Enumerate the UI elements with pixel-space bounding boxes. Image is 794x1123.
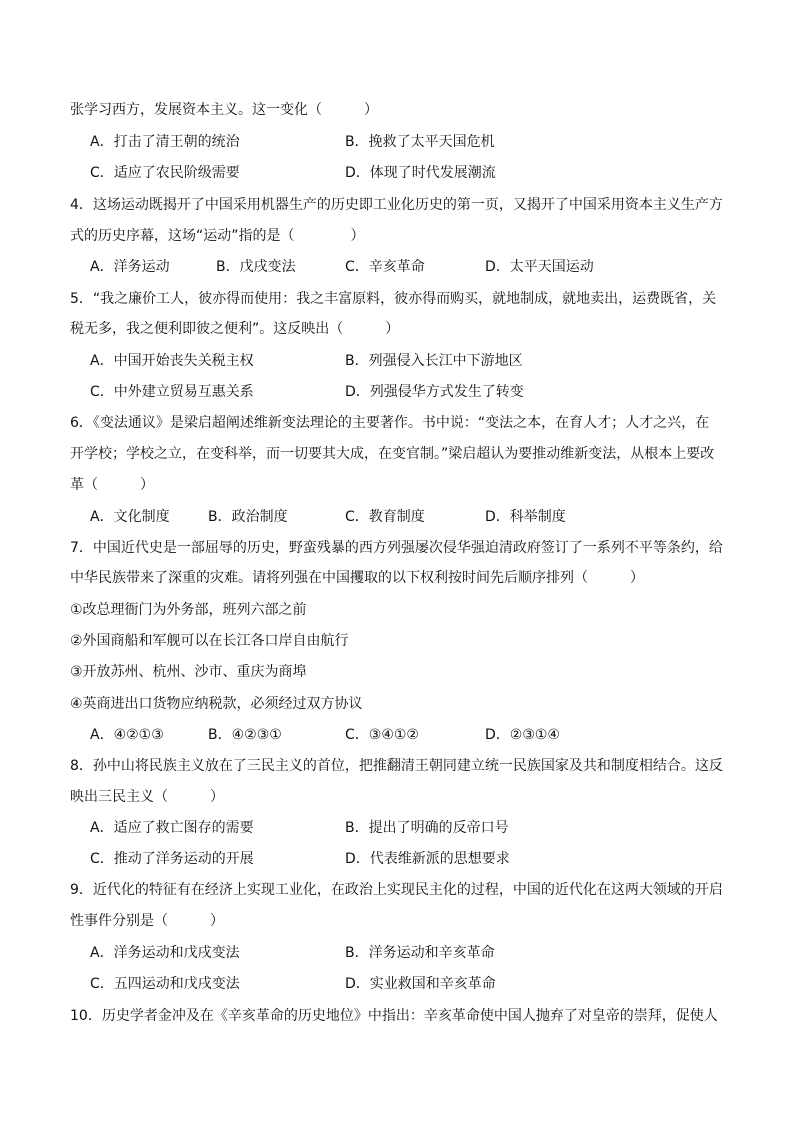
q4-option-c: C．辛亥革命: [345, 259, 425, 275]
q7-item-3: ③开放苏州、杭州、沙市、重庆为商埠: [70, 664, 307, 680]
q3-option-a: A．打击了清王朝的统治: [90, 134, 240, 150]
question-5-stem-line-1: 5．“我之廉价工人，彼亦得而使用：我之丰富原料，彼亦得而购买，就地制成，就地卖出，运费既省，关: [70, 291, 717, 307]
q8-option-c: C．推动了洋务运动的开展: [90, 851, 254, 867]
q5-option-a: A．中国开始丧失关税主权: [90, 353, 254, 369]
q7-option-b: B．④②③①: [208, 727, 282, 743]
q3-option-c: C．适应了农民阶级需要: [90, 165, 240, 181]
q4-option-b: B．戊戌变法: [216, 259, 296, 275]
q4-option-d: D．太平天国运动: [485, 259, 594, 275]
question-6-stem-line-3: 革（ ）: [70, 477, 154, 493]
question-3-stem: 张学习西方，发展资本主义。这一变化（ ）: [70, 102, 378, 118]
q7-item-2: ②外国商船和军舰可以在长江各口岸自由航行: [70, 633, 349, 649]
q5-option-d: D．列强侵华方式发生了转变: [345, 384, 524, 400]
q6-option-c: C．教育制度: [345, 509, 425, 525]
q9-option-c: C．五四运动和戊戌变法: [90, 976, 240, 992]
q4-option-a: A．洋务运动: [90, 259, 170, 275]
q7-option-c: C．③④①②: [345, 727, 419, 743]
q9-option-d: D．实业救国和辛亥革命: [345, 976, 496, 992]
q8-option-b: B．提出了明确的反帝口号: [345, 820, 509, 836]
q3-option-b: B．挽救了太平天国危机: [345, 134, 495, 150]
question-7-stem-line-2: 中华民族带来了深重的灾难。请将列强在中国攫取的以下权利按时间先后顺序排列（ ）: [70, 570, 644, 586]
q5-option-b: B．列强侵入长江中下游地区: [345, 353, 523, 369]
question-4-stem-line-1: 4．这场运动既揭开了中国采用机器生产的历史即工业化历史的第一页，又揭开了中国采用资本主义生产方: [70, 197, 723, 213]
question-7-stem-line-1: 7．中国近代史是一部屈辱的历史，野蛮残暴的西方列强屡次侵华强迫清政府签订了一系列不平等条约，给: [70, 540, 723, 556]
question-4-stem-line-2: 式的历史序幕，这场“运动”指的是（ ）: [70, 228, 365, 244]
question-6-stem-line-2: 开学校；学校之立，在变科举，而一切要其大成，在变官制。”梁启超认为要推动维新变法，从根本上要改: [70, 446, 715, 462]
q7-item-1: ①改总理衙门为外务部，班列六部之前: [70, 602, 307, 618]
question-10-stem-line-1: 10．历史学者金冲及在《辛亥革命的历史地位》中指出：辛亥革命使中国人抛弃了对皇帝的崇拜，促使人: [70, 1008, 718, 1024]
q7-item-4: ④英商进出口货物应纳税款，必须经过双方协议: [70, 696, 363, 712]
q8-option-d: D．代表维新派的思想要求: [345, 851, 510, 867]
q7-option-d: D．②③①④: [485, 727, 560, 743]
question-8-stem-line-2: 映出三民主义（ ）: [70, 789, 224, 805]
question-9-stem-line-1: 9．近代化的特征有在经济上实现工业化，在政治上实现民主化的过程，中国的近代化在这两大领域的开启: [70, 882, 723, 898]
q7-option-a: A．④②①③: [90, 727, 164, 743]
q9-option-b: B．洋务运动和辛亥革命: [345, 945, 495, 961]
q3-option-d: D．体现了时代发展潮流: [345, 165, 496, 181]
q8-option-a: A．适应了救亡图存的需要: [90, 820, 254, 836]
question-5-stem-line-2: 税无多，我之便利即彼之便利”。这反映出（ ）: [70, 321, 400, 337]
q6-option-a: A．文化制度: [90, 509, 170, 525]
question-6-stem-line-1: 6．《变法通议》是梁启超阐述维新变法理论的主要著作。书中说：“变法之本，在育人才；人才之兴，在: [70, 415, 710, 431]
q5-option-c: C．中外建立贸易互惠关系: [90, 384, 254, 400]
q6-option-b: B．政治制度: [208, 509, 288, 525]
q6-option-d: D．科举制度: [485, 509, 566, 525]
question-8-stem-line-1: 8．孙中山将民族主义放在了三民主义的首位，把推翻清王朝同建立统一民族国家及共和制度相结合。这反: [70, 758, 723, 774]
q9-option-a: A．洋务运动和戊戌变法: [90, 945, 240, 961]
question-9-stem-line-2: 性事件分别是（ ）: [70, 913, 224, 929]
